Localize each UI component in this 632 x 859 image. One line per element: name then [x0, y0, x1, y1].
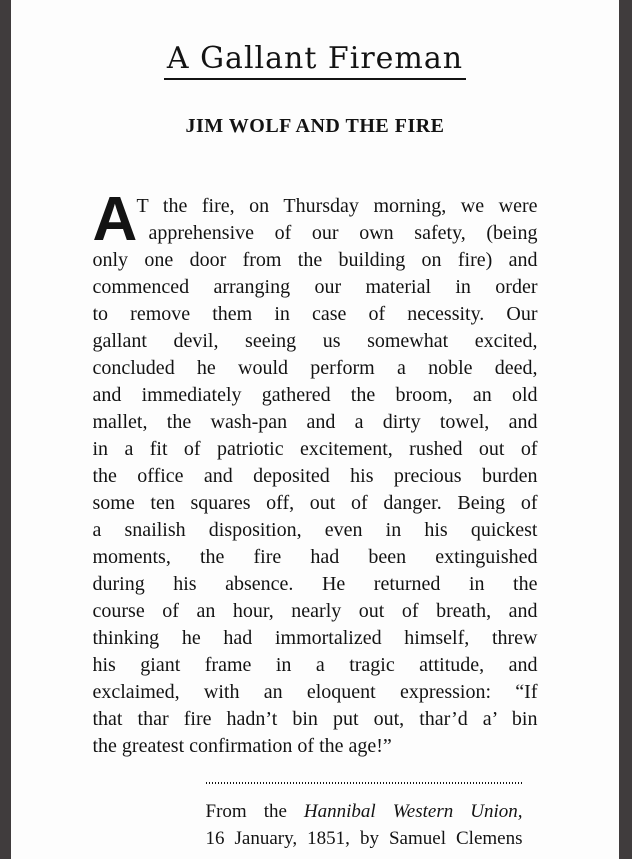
- attribution-block: [206, 782, 523, 852]
- page-frame-right: [619, 0, 632, 859]
- drop-cap: A: [92, 184, 138, 254]
- paragraph-line: some ten squares off, out of danger. Being of: [92, 491, 538, 514]
- chapter-subtitle: JIM WOLF AND THE FIRE: [185, 114, 445, 137]
- attribution-line: [206, 798, 523, 825]
- attribution-source-title: Hannibal Western Union,: [303, 800, 523, 822]
- page-frame-left: [0, 0, 11, 859]
- text-column: [92, 184, 538, 852]
- paragraph-line: moments, the fire had been extinguished: [92, 545, 538, 568]
- paragraph-line: and immediately gathered the broom, an old: [92, 383, 538, 406]
- paragraph-line: apprehensive of our own safety, (being: [148, 221, 538, 244]
- paragraph-line: course of an hour, nearly out of breath, and: [92, 599, 538, 622]
- paragraph-line: T the fire, on Thursday morning, we were: [136, 194, 538, 217]
- paragraph-line: mallet, the wash-pan and a dirty towel, and: [92, 410, 538, 433]
- paragraph-line: in a fit of patriotic excitement, rushed out of: [92, 437, 538, 460]
- paragraph-line: gallant devil, seeing us somewhat excited,: [92, 329, 538, 352]
- attribution-line: 16 January, 1851, by Samuel Clemens: [205, 827, 523, 849]
- attribution-text: [206, 798, 523, 852]
- page-title-text: A Gallant Fireman: [164, 42, 466, 80]
- paragraph-line: his giant frame in a tragic attitude, and: [92, 653, 538, 676]
- paragraph-line: commenced arranging our material in order: [92, 275, 538, 298]
- paragraph-line: to remove them in case of necessity. Our: [92, 302, 538, 325]
- paragraph-line: during his absence. He returned in the: [92, 572, 538, 595]
- attribution-prefix: From the: [205, 800, 304, 822]
- page-title: [11, 42, 619, 80]
- paragraph-line: exclaimed, with an eloquent expression: “If: [92, 680, 538, 703]
- paragraph-line: thinking he had immortalized himself, threw: [92, 626, 538, 649]
- paragraph-line: the greatest confirmation of the age!”: [92, 734, 392, 757]
- paragraph-line: only one door from the building on fire) and: [92, 248, 538, 271]
- paper: [11, 0, 619, 859]
- paragraph-line: the office and deposited his precious burden: [92, 464, 538, 487]
- paragraph-line: a snailish disposition, even in his quickest: [92, 518, 538, 541]
- story-paragraph: [92, 184, 538, 760]
- paragraph-line: concluded he would perform a noble deed,: [92, 356, 538, 379]
- paragraph-line: that thar fire hadn’t bin put out, thar’d a’ bin: [92, 707, 538, 730]
- section-divider: [206, 782, 523, 784]
